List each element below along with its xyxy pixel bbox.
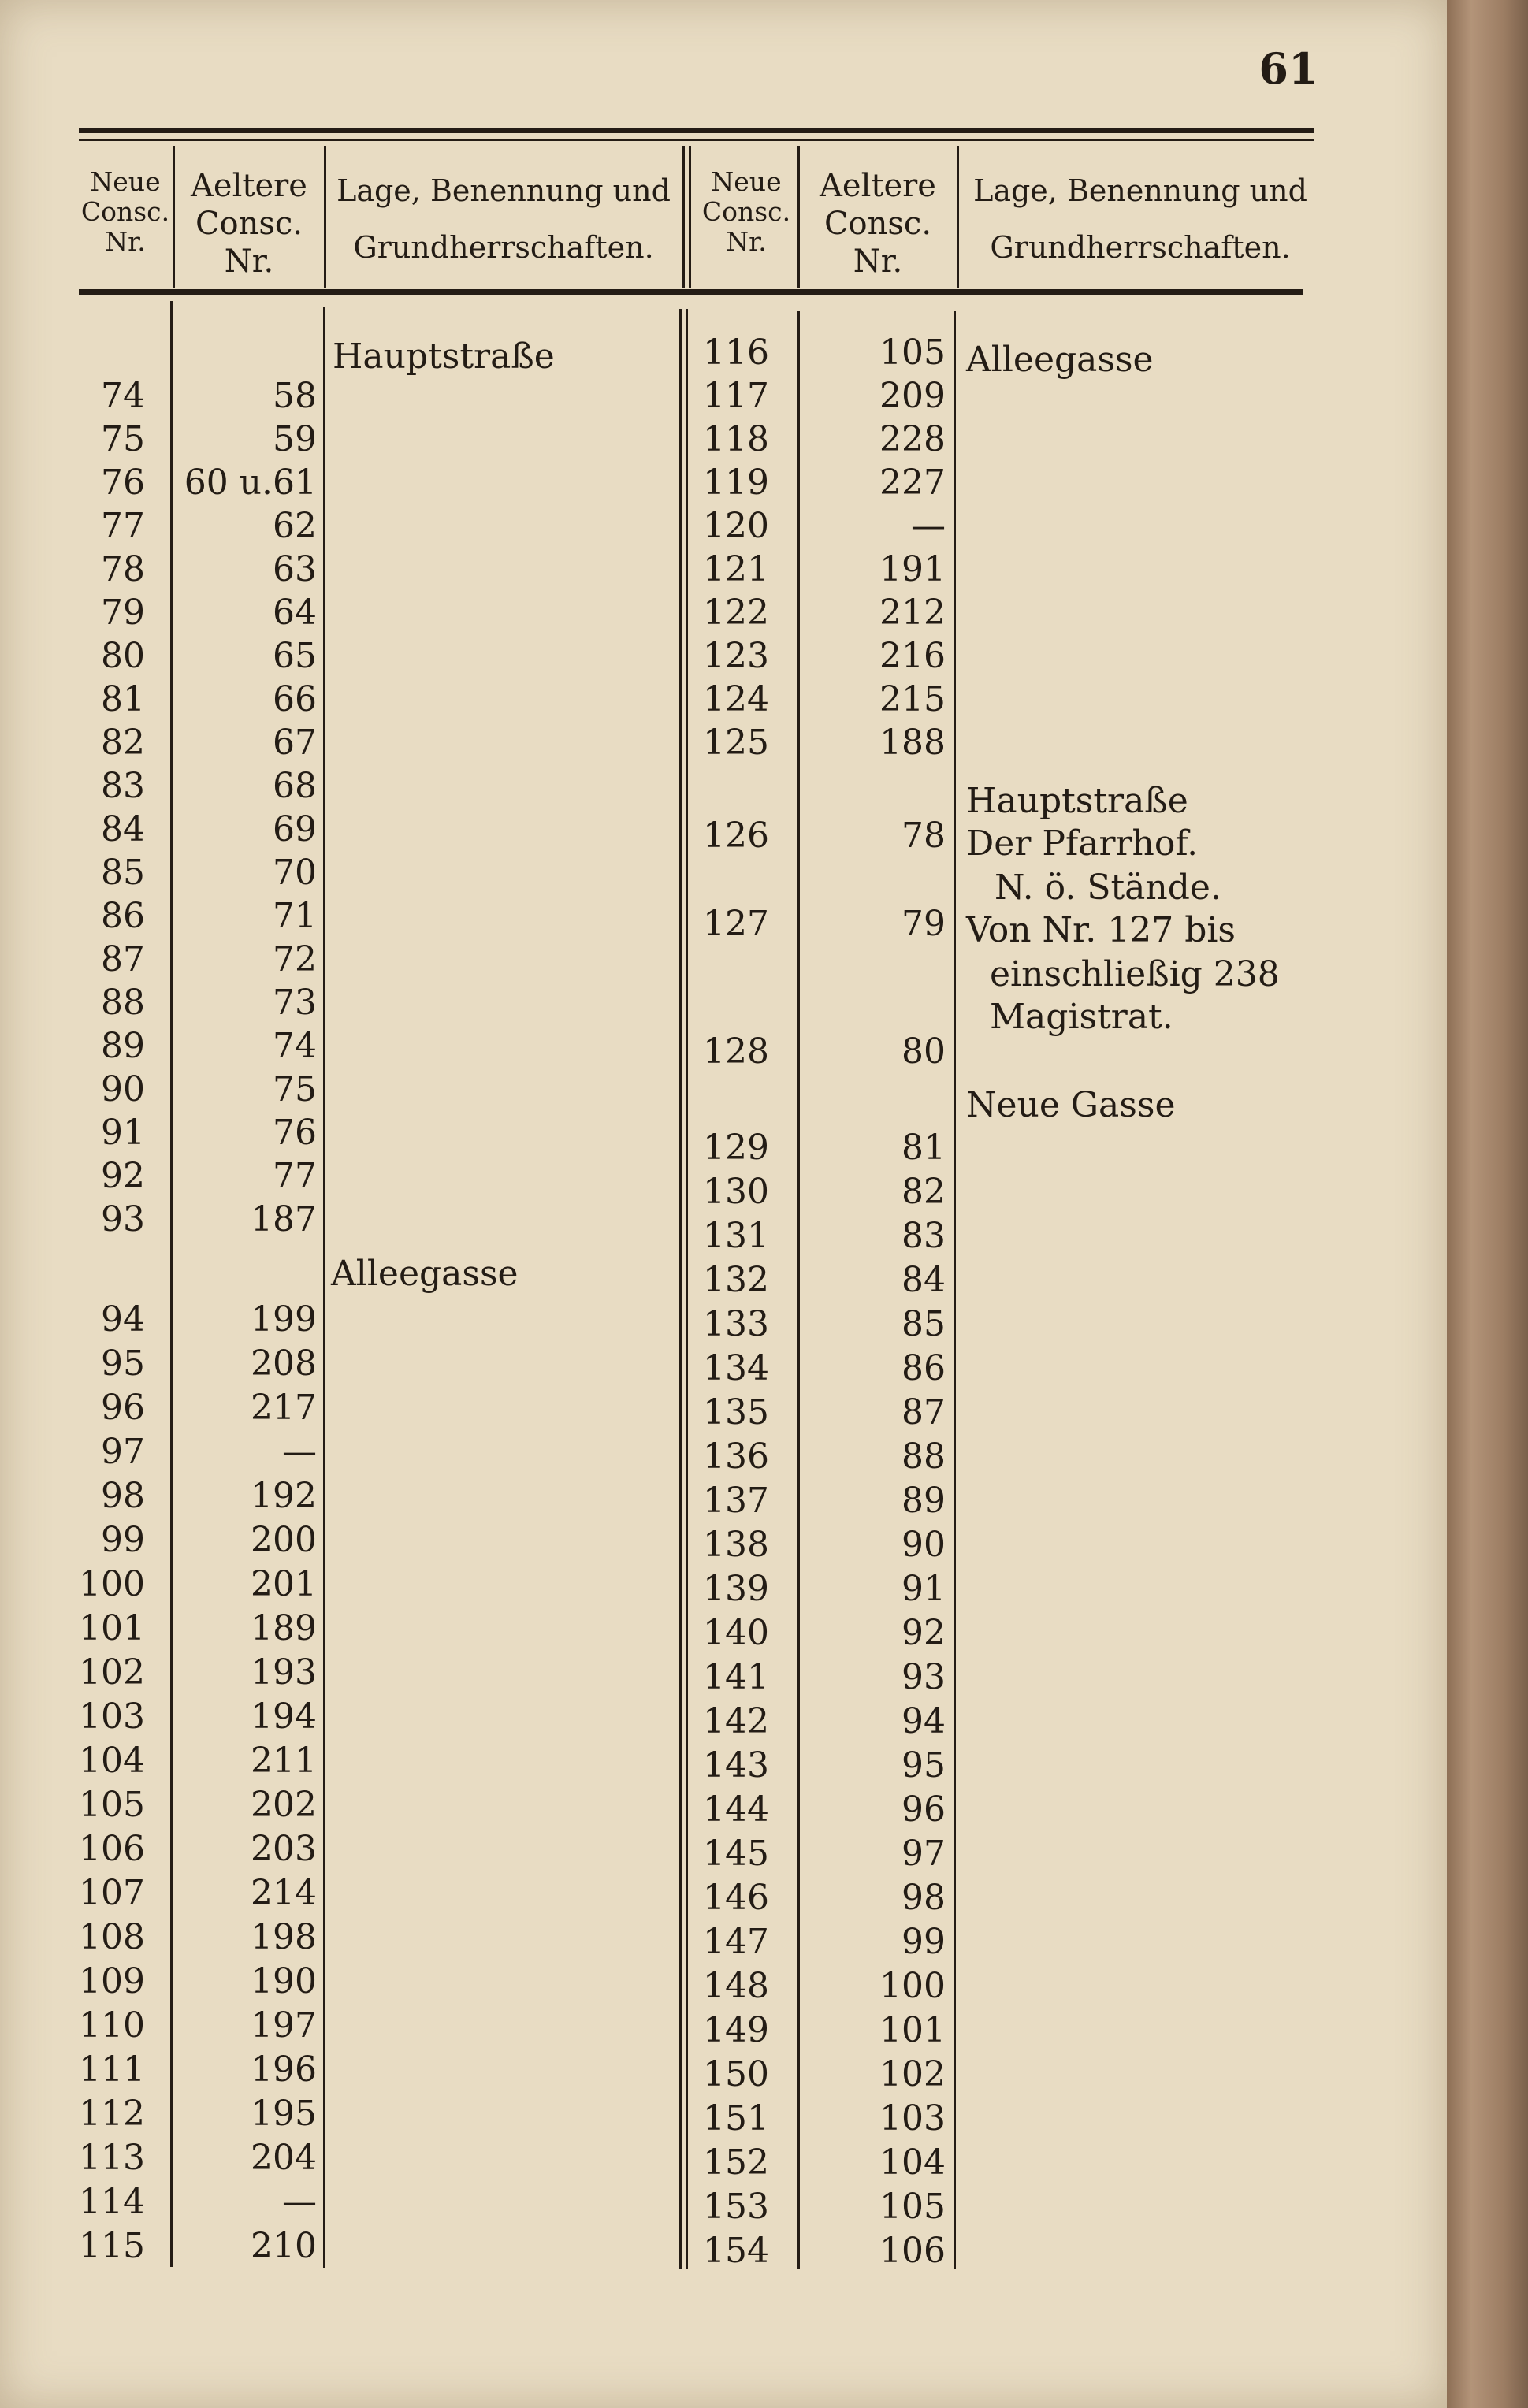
left-alt-number: 63 [273,549,317,589]
right-neue-number: 123 [703,636,769,676]
right-alt-number: 85 [902,1304,946,1344]
right-neue-number: 117 [703,376,769,416]
left-alt-number: 58 [273,376,317,416]
note-pfarrhof: Der Pfarrhof. [966,823,1199,864]
right-neue-number: 141 [703,1657,769,1697]
body-divider [170,301,173,2267]
left-neue-number: 80 [101,636,145,676]
header-aeltere-right: Aeltere Consc. Nr. [820,168,936,280]
street-label-alleegasse-right: Alleegasse [966,340,1154,380]
left-neue-number: 91 [101,1113,145,1153]
body-divider [954,311,956,2269]
right-alt-number: 209 [879,376,946,416]
right-alt-number: 105 [879,2187,946,2227]
right-neue-number: 142 [703,1701,769,1741]
right-alt-number: 102 [879,2054,946,2094]
right-neue-number: 131 [703,1216,769,1256]
right-alt-number: 212 [879,593,946,633]
body-divider [797,311,800,2269]
right-alt-number: 105 [879,333,946,373]
left-alt-number: — [282,1432,317,1472]
left-neue-number: 92 [101,1156,145,1196]
right-alt-number: 94 [902,1701,946,1741]
left-neue-number: 114 [79,2182,145,2222]
right-neue-number: 153 [703,2187,769,2227]
left-neue-number: 107 [79,1873,145,1913]
left-neue-number: 76 [101,463,145,503]
left-alt-number: 72 [273,939,317,979]
left-neue-number: 90 [101,1069,145,1109]
right-alt-number: 89 [902,1481,946,1521]
header-neue-right: Neue Consc. Nr. [701,166,791,257]
right-alt-number: 98 [902,1878,946,1918]
left-neue-number: 79 [101,593,145,633]
right-alt-number: 88 [902,1436,946,1477]
right-neue-number: 122 [703,593,769,633]
left-neue-number: 88 [101,983,145,1023]
right-neue-number: 139 [703,1569,769,1609]
left-neue-number: 109 [79,1961,145,2001]
right-alt-number: 215 [879,679,946,719]
left-neue-number: 104 [79,1741,145,1781]
right-alt-number: 96 [902,1789,946,1830]
right-neue-number: 143 [703,1745,769,1786]
left-neue-number: 74 [101,376,145,416]
right-neue-number: 133 [703,1304,769,1344]
right-neue-number: 148 [703,1966,769,2006]
body-divider [686,309,688,2269]
right-alt-number: 104 [879,2142,946,2183]
page-number: 61 [1258,43,1318,94]
right-alt-number: 80 [902,1031,946,1072]
header-divider [957,146,959,288]
left-neue-number: 89 [101,1026,145,1066]
right-alt-number: 86 [902,1348,946,1388]
right-neue-number: 127 [703,904,769,944]
right-neue-number: 124 [703,679,769,719]
left-neue-number: 94 [101,1299,145,1340]
right-neue-number: 138 [703,1525,769,1565]
left-alt-number: 74 [273,1026,317,1066]
right-neue-number: 118 [703,419,769,459]
header-divider [797,146,800,288]
right-alt-number: 227 [879,463,946,503]
left-alt-number: 68 [273,766,317,806]
right-alt-number: 87 [902,1392,946,1433]
right-neue-number: 116 [703,333,769,373]
left-alt-number: 208 [251,1343,317,1384]
left-alt-number: 217 [251,1388,317,1428]
left-alt-number: 77 [273,1156,317,1196]
left-alt-number: 204 [251,2138,317,2178]
left-alt-number: 64 [273,593,317,633]
header-lage-left: Lage, Benennung und Grundherrschaften. [336,173,671,265]
header-lage-right: Lage, Benennung und Grundherrschaften. [973,173,1307,265]
left-alt-number: 211 [251,1741,317,1781]
left-alt-number: — [282,2182,317,2222]
left-neue-number: 112 [79,2094,145,2134]
body-divider [323,307,325,2268]
right-neue-number: 152 [703,2142,769,2183]
left-alt-number: 199 [251,1299,317,1340]
right-alt-number: 79 [902,904,946,944]
left-neue-number: 84 [101,809,145,849]
left-neue-number: 78 [101,549,145,589]
left-neue-number: 87 [101,939,145,979]
street-label-hauptstrasse: Hauptstraße [333,336,555,377]
left-neue-number: 82 [101,723,145,763]
left-neue-number: 95 [101,1343,145,1384]
body-divider [679,309,682,2269]
right-neue-number: 154 [703,2231,769,2271]
right-alt-number: 91 [902,1569,946,1609]
left-neue-number: 103 [79,1696,145,1737]
right-neue-number: 151 [703,2098,769,2139]
right-alt-number: 90 [902,1525,946,1565]
left-alt-number: 70 [273,853,317,893]
left-neue-number: 85 [101,853,145,893]
left-alt-number: 194 [251,1696,317,1737]
right-alt-number: 78 [902,816,946,856]
right-alt-number: 216 [879,636,946,676]
right-alt-number: 97 [902,1834,946,1874]
left-neue-number: 81 [101,679,145,719]
left-neue-number: 111 [79,2049,145,2090]
street-label-hauptstrasse-right: Hauptstraße [966,781,1188,821]
note-von-nr: Von Nr. 127 bis [966,910,1236,950]
right-neue-number: 150 [703,2054,769,2094]
right-neue-number: 135 [703,1392,769,1433]
left-alt-number: 190 [251,1961,317,2001]
left-alt-number: 65 [273,636,317,676]
right-alt-number: 82 [902,1172,946,1212]
top-rule-thick [79,128,1314,133]
page-edge [1447,0,1528,2408]
left-alt-number: 198 [251,1917,317,1957]
right-neue-number: 134 [703,1348,769,1388]
header-divider [689,146,691,288]
right-neue-number: 132 [703,1260,769,1300]
right-neue-number: 136 [703,1436,769,1477]
left-alt-number: 73 [273,983,317,1023]
left-alt-number: 197 [251,2005,317,2046]
left-neue-number: 93 [101,1199,145,1239]
left-alt-number: 76 [273,1113,317,1153]
left-alt-number: 66 [273,679,317,719]
right-alt-number: 92 [902,1613,946,1653]
left-alt-number: 202 [251,1785,317,1825]
left-neue-number: 106 [79,1829,145,1869]
right-alt-number: 228 [879,419,946,459]
right-alt-number: 95 [902,1745,946,1786]
right-neue-number: 149 [703,2010,769,2050]
left-alt-number: 210 [251,2226,317,2266]
note-stande: N. ö. Stände. [995,868,1221,908]
header-neue-left: Neue Consc. Nr. [80,166,170,257]
left-neue-number: 105 [79,1785,145,1825]
header-divider [682,146,685,288]
header-aeltere-left: Aeltere Consc. Nr. [191,168,307,280]
left-neue-number: 115 [79,2226,145,2266]
left-alt-number: 192 [251,1476,317,1516]
right-alt-number: 188 [879,723,946,763]
right-alt-number: 81 [902,1128,946,1168]
left-alt-number: 196 [251,2049,317,2090]
right-neue-number: 119 [703,463,769,503]
right-alt-number: 99 [902,1922,946,1962]
right-neue-number: 137 [703,1481,769,1521]
note-magistrat: Magistrat. [990,997,1173,1037]
left-neue-number: 86 [101,896,145,936]
left-alt-number: 75 [273,1069,317,1109]
left-alt-number: 62 [273,506,317,546]
left-neue-number: 99 [101,1520,145,1560]
left-alt-number: 69 [273,809,317,849]
header-rule-bottom [79,289,1303,295]
right-neue-number: 121 [703,549,769,589]
left-neue-number: 100 [79,1564,145,1604]
left-alt-number: 214 [251,1873,317,1913]
left-neue-number: 102 [79,1652,145,1693]
left-neue-number: 101 [79,1608,145,1648]
right-neue-number: 128 [703,1031,769,1072]
note-einschliessig: einschließig 238 [990,954,1280,994]
right-neue-number: 130 [703,1172,769,1212]
right-alt-number: — [911,506,946,546]
left-alt-number: 59 [273,419,317,459]
right-alt-number: 83 [902,1216,946,1256]
right-neue-number: 126 [703,816,769,856]
left-neue-number: 75 [101,419,145,459]
right-alt-number: 93 [902,1657,946,1697]
left-alt-number: 71 [273,896,317,936]
right-neue-number: 146 [703,1878,769,1918]
right-alt-number: 84 [902,1260,946,1300]
left-neue-number: 96 [101,1388,145,1428]
right-neue-number: 140 [703,1613,769,1653]
right-neue-number: 129 [703,1128,769,1168]
header-divider [173,146,175,288]
left-alt-number: 193 [251,1652,317,1693]
left-alt-number: 200 [251,1520,317,1560]
right-neue-number: 144 [703,1789,769,1830]
street-label-neue-gasse: Neue Gasse [966,1085,1176,1125]
left-alt-number: 203 [251,1829,317,1869]
right-alt-number: 100 [879,1966,946,2006]
left-alt-number: 189 [251,1608,317,1648]
header-divider [324,146,326,288]
right-neue-number: 145 [703,1834,769,1874]
right-neue-number: 120 [703,506,769,546]
left-neue-number: 110 [79,2005,145,2046]
left-neue-number: 83 [101,766,145,806]
left-alt-number: 201 [251,1564,317,1604]
right-neue-number: 125 [703,723,769,763]
left-neue-number: 97 [101,1432,145,1472]
left-neue-number: 77 [101,506,145,546]
left-neue-number: 98 [101,1476,145,1516]
right-alt-number: 103 [879,2098,946,2139]
right-alt-number: 191 [879,549,946,589]
right-neue-number: 147 [703,1922,769,1962]
right-alt-number: 106 [879,2231,946,2271]
street-label-alleegasse: Alleegasse [331,1254,519,1294]
left-alt-number: 195 [251,2094,317,2134]
top-rule-thin [79,139,1314,141]
right-alt-number: 101 [879,2010,946,2050]
left-alt-number: 60 u.61 [184,463,317,503]
left-neue-number: 108 [79,1917,145,1957]
left-neue-number: 113 [79,2138,145,2178]
left-alt-number: 187 [251,1199,317,1239]
left-alt-number: 67 [273,723,317,763]
